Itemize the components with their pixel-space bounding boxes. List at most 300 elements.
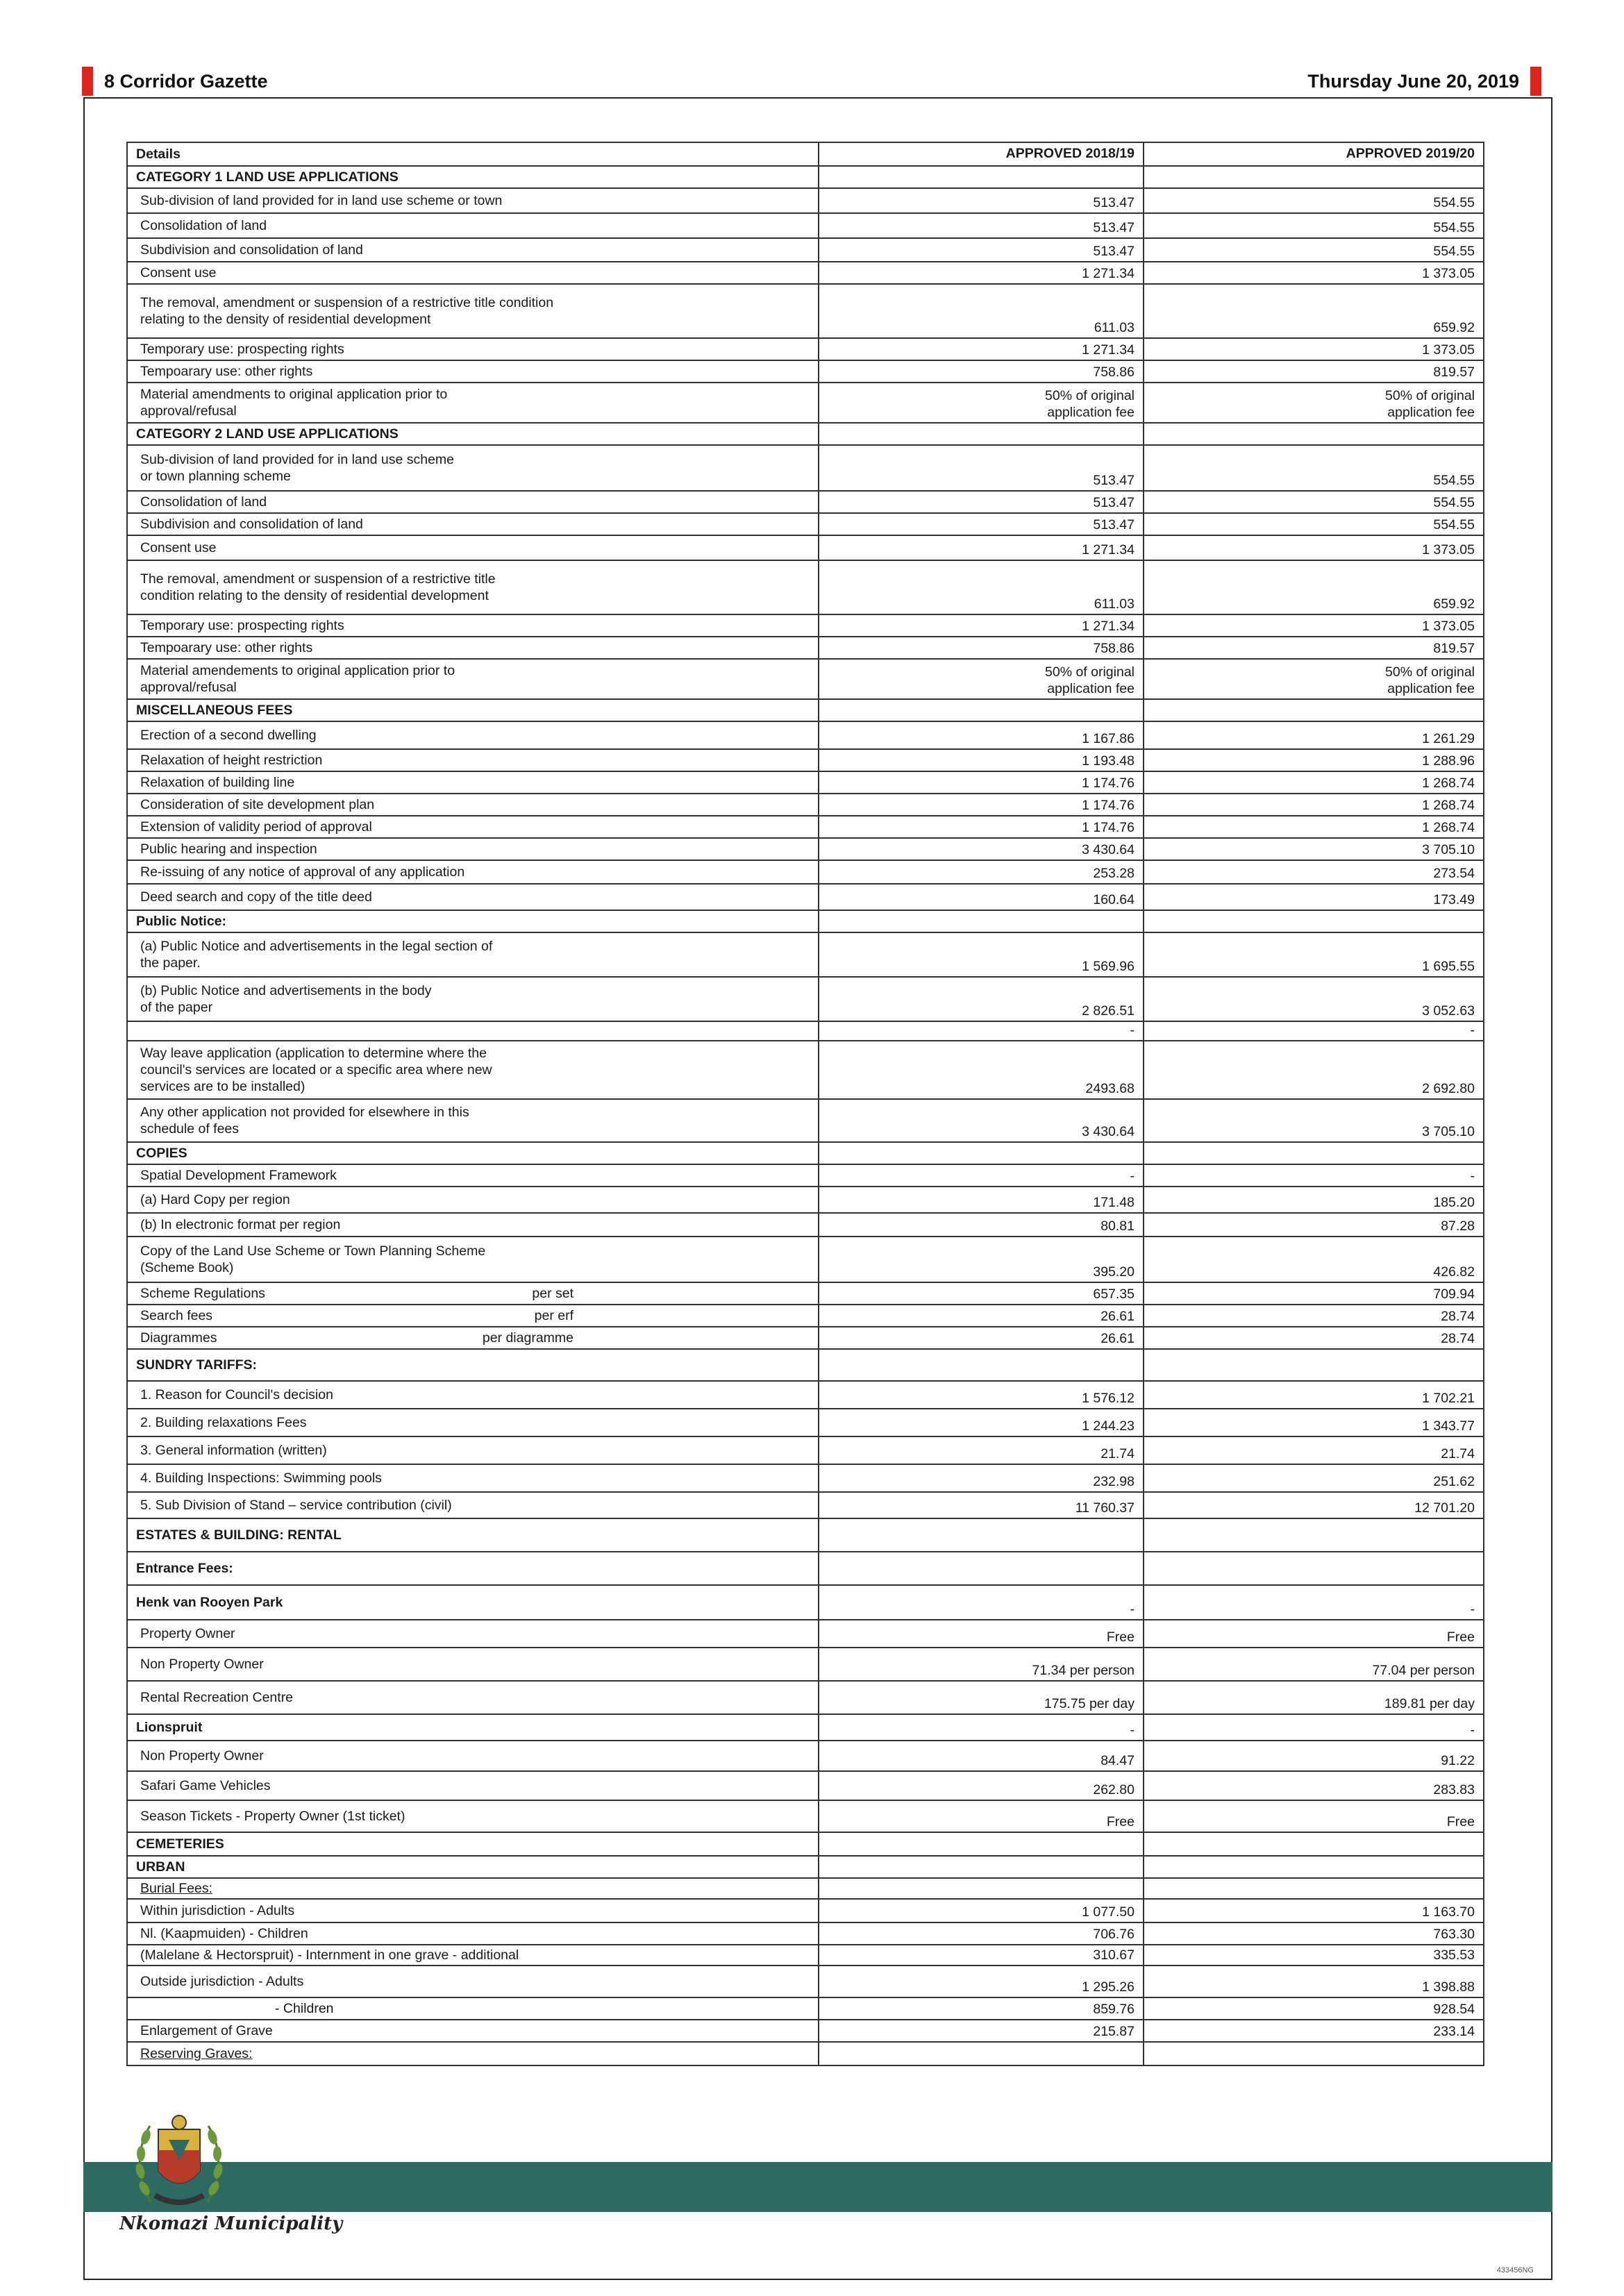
row-detail [127,749,819,771]
row-value-2018: 26.61 [819,1327,1144,1349]
table-row [127,977,1484,1021]
row-value-2018 [819,1878,1144,1899]
row-value-2018: 513.47 [819,213,1144,238]
table-row [127,1714,1484,1741]
row-label: Consideration of site development plan [140,797,375,812]
table-row [127,338,1484,360]
column-header-details: Details [127,142,819,166]
table-row [127,1997,1484,2020]
row-value-2018: 11 760.37 [819,1492,1144,1518]
table-row [127,2042,1484,2065]
column-header-2018: APPROVED 2018/19 [819,142,1144,166]
table-row [127,771,1484,794]
row-label: CATEGORY 1 LAND USE APPLICATIONS [136,169,399,185]
table-row [127,1464,1484,1492]
row-label: Tempoarary use: other rights [140,364,313,379]
row-label: (b) In electronic format per region [140,1217,341,1232]
table-row [127,1021,1484,1041]
table-row [127,614,1484,637]
row-detail [127,637,819,659]
row-label: Henk van Rooyen Park [136,1595,283,1610]
row-label: Safari Game Vehicles [140,1778,271,1793]
table-row [127,721,1484,749]
row-detail [127,445,819,491]
row-label: URBAN [136,1859,185,1875]
row-label: Search fees [140,1308,213,1323]
row-detail [127,1409,819,1436]
table-row [127,284,1484,338]
row-value-2019: 1 343.77 [1144,1409,1484,1436]
row-label: Sub-division of land provided for in land use scheme or town [140,193,503,208]
table-row [127,1492,1484,1518]
row-value-2018: 1 271.34 [819,535,1144,560]
row-label: Temporary use: prospecting rights [140,342,344,357]
row-label: 3. General information (written) [140,1443,327,1458]
table-row [127,1945,1484,1966]
accent-bar-left [82,67,93,96]
row-value-2019: 1 268.74 [1144,816,1484,838]
row-detail [127,1021,819,1041]
row-detail [127,1899,819,1922]
row-label: Enlargement of Grave [140,2023,273,2038]
row-value-2018: 71.34 per person [819,1648,1144,1681]
table-row [127,423,1484,445]
row-detail [127,838,819,860]
table-row [127,1856,1484,1878]
table-row [127,1552,1484,1585]
table-row [127,1164,1484,1187]
row-value-2019: 3 705.10 [1144,1099,1484,1142]
table-row [127,1213,1484,1237]
row-value-2019: Free [1144,1800,1484,1832]
row-value-2019: 426.82 [1144,1237,1484,1282]
row-label: (a) Hard Copy per region [140,1192,290,1207]
row-value-2018: 1 174.76 [819,816,1144,838]
row-value-2019: 928.54 [1144,1997,1484,2020]
row-value-2019: 554.55 [1144,491,1484,513]
row-value-2019: 335.53 [1144,1945,1484,1966]
row-label: Any other application not provided for elsewhere in this schedule of fees [140,1105,469,1137]
table-row [127,749,1484,771]
row-detail [127,614,819,637]
row-value-2018: - [819,1714,1144,1741]
table-row [127,535,1484,560]
row-detail [127,284,819,338]
table-row [127,1436,1484,1464]
row-label: Re-issuing of any notice of approval of any application [140,864,465,880]
row-value-2018: 758.86 [819,360,1144,383]
row-value-2018: 50% of original application fee [819,659,1144,699]
row-label: Way leave application (application to determine where the council's services are located or a specific area where new services are to be installed) [140,1046,492,1094]
publication-title: 8 Corridor Gazette [104,71,268,92]
row-value-2018: 310.67 [819,1945,1144,1966]
row-value-2019: 1 702.21 [1144,1381,1484,1409]
table-row [127,1041,1484,1099]
table-row [127,560,1484,614]
row-detail [127,1741,819,1771]
row-detail [127,1800,819,1832]
table-row [127,659,1484,699]
row-label: Relaxation of building line [140,775,295,790]
table-row [127,2020,1484,2042]
row-value-2018 [819,1552,1144,1585]
row-value-2019: 28.74 [1144,1305,1484,1327]
row-label: Scheme Regulations [140,1286,265,1301]
row-detail [127,166,819,188]
row-value-2019: 50% of original application fee [1144,383,1484,423]
row-value-2019: 554.55 [1144,238,1484,262]
table-row [127,513,1484,535]
publication-date: Thursday June 20, 2019 [1307,71,1519,92]
row-value-2019: 554.55 [1144,445,1484,491]
row-label: ESTATES & BUILDING: RENTAL [136,1527,342,1543]
row-detail [127,213,819,238]
row-value-2019: 1 373.05 [1144,614,1484,637]
row-detail [127,491,819,513]
row-value-2019: 251.62 [1144,1464,1484,1492]
row-value-2018: 513.47 [819,445,1144,491]
row-value-2019: 3 705.10 [1144,838,1484,860]
table-row [127,884,1484,910]
table-row [127,188,1484,213]
row-value-2018 [819,1856,1144,1878]
row-label: Rental Recreation Centre [140,1690,294,1705]
row-detail [127,2020,819,2042]
row-value-2019: Free [1144,1620,1484,1648]
row-value-2019 [1144,1856,1484,1878]
row-value-2019: 50% of original application fee [1144,659,1484,699]
table-row [127,1681,1484,1714]
row-detail [127,423,819,445]
row-label: Consent use [140,540,217,555]
row-detail [127,1142,819,1164]
row-detail [127,1945,819,1966]
row-label: Property Owner [140,1626,235,1641]
table-row [127,860,1484,884]
row-value-2019: 1 261.29 [1144,721,1484,749]
row-value-2019: 3 052.63 [1144,977,1484,1021]
row-detail [127,932,819,977]
municipality-name: Nkomazi Municipality [119,2213,343,2234]
row-value-2019: 554.55 [1144,513,1484,535]
row-value-2019: 819.57 [1144,360,1484,383]
row-label: Sub-division of land provided for in land use scheme or town planning scheme [140,452,455,484]
row-label: 1. Reason for Council's decision [140,1387,333,1402]
row-value-2019: 659.92 [1144,284,1484,338]
row-value-2018: 175.75 per day [819,1681,1144,1714]
table-row [127,1518,1484,1552]
row-value-2019 [1144,1518,1484,1552]
row-unit: per erf [534,1308,574,1323]
row-value-2019: 554.55 [1144,188,1484,213]
table-row [127,383,1484,423]
row-detail [127,794,819,816]
row-detail [127,1832,819,1856]
row-value-2019: 819.57 [1144,637,1484,659]
row-detail [127,1492,819,1518]
row-value-2018: Free [819,1800,1144,1832]
row-detail [127,977,819,1021]
table-header-row [127,142,1484,166]
row-detail [127,816,819,838]
row-value-2019: - [1144,1164,1484,1187]
row-value-2018: 3 430.64 [819,838,1144,860]
row-value-2018: 21.74 [819,1436,1144,1464]
row-value-2018: 1 174.76 [819,794,1144,816]
row-label: Public Notice: [136,914,227,929]
row-value-2019: 659.92 [1144,560,1484,614]
row-detail [127,535,819,560]
table-row [127,1099,1484,1142]
advert-code: 433456NG [1496,2266,1534,2274]
row-detail [127,1305,819,1327]
row-value-2019: 87.28 [1144,1213,1484,1237]
row-detail [127,1771,819,1800]
row-detail [127,2042,819,2065]
footer-band [83,2162,1552,2212]
table-row [127,238,1484,262]
row-label: Consent use [140,265,217,280]
table-row [127,794,1484,816]
row-label: Erection of a second dwelling [140,728,317,743]
row-label: Material amendements to original application prior to approval/refusal [140,663,455,695]
row-label: Subdivision and consolidation of land [140,517,363,532]
row-label: COPIES [136,1146,187,1161]
table-row [127,1620,1484,1648]
row-value-2019: 273.54 [1144,860,1484,884]
row-detail [127,1518,819,1552]
row-value-2019: 1 398.88 [1144,1966,1484,1997]
row-label: Spatial Development Framework [140,1168,337,1183]
row-value-2018: 1 576.12 [819,1381,1144,1409]
row-value-2019: 1 288.96 [1144,749,1484,771]
row-detail [127,1099,819,1142]
row-value-2018 [819,423,1144,445]
row-label: (Malelane & Hectorspruit) - Internment in one grave - additional [140,1947,519,1963]
row-label: Material amendments to original application prior to approval/refusal [140,387,448,419]
row-value-2019: 185.20 [1144,1187,1484,1213]
row-value-2018: 513.47 [819,188,1144,213]
row-value-2019: 1 268.74 [1144,771,1484,794]
table-row [127,1142,1484,1164]
row-detail [127,771,819,794]
table-row [127,932,1484,977]
municipal-crest-icon [131,2105,228,2216]
table-row [127,360,1484,383]
row-detail [127,1648,819,1681]
row-detail [127,721,819,749]
row-value-2019 [1144,166,1484,188]
row-value-2018: 1 193.48 [819,749,1144,771]
row-value-2018: 80.81 [819,1213,1144,1237]
row-detail [127,338,819,360]
row-label: Lionspruit [136,1720,203,1735]
row-label: The removal, amendment or suspension of a restrictive title condition relating to the density of residential development [140,571,496,603]
row-value-2018: 26.61 [819,1305,1144,1327]
row-value-2018: 84.47 [819,1741,1144,1771]
row-value-2018: 1 271.34 [819,338,1144,360]
table-row [127,1771,1484,1800]
row-detail [127,1856,819,1878]
row-value-2018: 1 244.23 [819,1409,1144,1436]
row-value-2019 [1144,1349,1484,1381]
row-detail [127,1381,819,1409]
row-value-2019 [1144,1142,1484,1164]
row-value-2018: 171.48 [819,1187,1144,1213]
row-value-2019: - [1144,1585,1484,1620]
row-value-2018: 1 271.34 [819,614,1144,637]
row-label: Burial Fees: [140,1881,213,1896]
row-value-2018 [819,1518,1144,1552]
row-detail [127,1282,819,1305]
row-value-2018: 513.47 [819,238,1144,262]
row-value-2018 [819,2042,1144,2065]
row-detail [127,1327,819,1349]
row-detail [127,1620,819,1648]
row-label: Outside jurisdiction - Adults [140,1974,304,1989]
row-detail [127,360,819,383]
row-value-2018 [819,1832,1144,1856]
row-label: 5. Sub Division of Stand – service contribution (civil) [140,1498,452,1513]
row-detail [127,1187,819,1213]
table-row [127,1922,1484,1945]
row-value-2019: 709.94 [1144,1282,1484,1305]
row-label: CEMETERIES [136,1836,224,1852]
row-label: Consolidation of land [140,218,267,233]
table-row [127,637,1484,659]
table-row [127,1381,1484,1409]
row-value-2019 [1144,1832,1484,1856]
row-value-2018 [819,166,1144,188]
page-header [82,67,1541,97]
row-unit: per set [532,1286,574,1301]
row-value-2019: 1 695.55 [1144,932,1484,977]
row-value-2018: 859.76 [819,1997,1144,2020]
table-row [127,1899,1484,1922]
row-value-2019: 1 373.05 [1144,338,1484,360]
row-detail [127,1436,819,1464]
row-value-2018: - [819,1164,1144,1187]
row-value-2019: 91.22 [1144,1741,1484,1771]
row-value-2018: 611.03 [819,560,1144,614]
table-row [127,1878,1484,1899]
row-label: Subdivision and consolidation of land [140,242,363,258]
row-detail [127,1714,819,1741]
row-value-2019 [1144,1552,1484,1585]
row-value-2018: 1 077.50 [819,1899,1144,1922]
row-value-2018 [819,1142,1144,1164]
table-row [127,1966,1484,1997]
row-label: (b) Public Notice and advertisements in the body of the paper [140,983,432,1015]
row-value-2019 [1144,1878,1484,1899]
row-value-2019: 1 373.05 [1144,262,1484,284]
row-value-2018: 758.86 [819,637,1144,659]
row-detail [127,1922,819,1945]
row-label: Non Property Owner [140,1657,264,1672]
table-row [127,1327,1484,1349]
table-row [127,445,1484,491]
row-detail [127,513,819,535]
table-row [127,1409,1484,1436]
row-label: CATEGORY 2 LAND USE APPLICATIONS [136,426,399,442]
table-row [127,213,1484,238]
row-value-2018: 1 174.76 [819,771,1144,794]
table-row [127,1187,1484,1213]
row-value-2018: - [819,1021,1144,1041]
row-detail [127,860,819,884]
row-value-2018: 215.87 [819,2020,1144,2042]
row-label: SUNDRY TARIFFS: [136,1357,258,1373]
row-value-2018: 657.35 [819,1282,1144,1305]
row-value-2018: 1 167.86 [819,721,1144,749]
row-value-2018 [819,699,1144,721]
row-value-2019: 233.14 [1144,2020,1484,2042]
row-label: Extension of validity period of approval [140,819,372,835]
row-value-2018: - [819,1585,1144,1620]
row-value-2018: 513.47 [819,513,1144,535]
row-value-2018: 395.20 [819,1237,1144,1282]
row-label: Season Tickets - Property Owner (1st ticket) [140,1809,405,1824]
row-label: MISCELLANEOUS FEES [136,703,293,718]
row-value-2019: 283.83 [1144,1771,1484,1800]
row-label: 4. Building Inspections: Swimming pools [140,1470,382,1486]
row-value-2019: 173.49 [1144,884,1484,910]
row-value-2018: 3 430.64 [819,1099,1144,1142]
row-detail [127,1681,819,1714]
table-row [127,1832,1484,1856]
table-row [127,1305,1484,1327]
row-label: Relaxation of height restriction [140,753,323,768]
row-detail [127,1041,819,1099]
row-label: Temporary use: prospecting rights [140,618,344,633]
row-value-2019 [1144,910,1484,932]
row-label: - Children [275,2001,334,2016]
table-row [127,491,1484,513]
row-value-2018: 253.28 [819,860,1144,884]
table-row [127,166,1484,188]
row-value-2018: 611.03 [819,284,1144,338]
table-row [127,1800,1484,1832]
row-detail [127,1878,819,1899]
row-value-2019 [1144,423,1484,445]
row-value-2018: 160.64 [819,884,1144,910]
row-value-2019: 1 268.74 [1144,794,1484,816]
row-value-2018: 262.80 [819,1771,1144,1800]
row-detail [127,383,819,423]
row-value-2019: 77.04 per person [1144,1648,1484,1681]
row-label: (a) Public Notice and advertisements in the legal section of the paper. [140,939,493,971]
row-detail [127,1966,819,1997]
row-label: Entrance Fees: [136,1561,233,1576]
row-label: Diagrammes [140,1330,217,1346]
table-row [127,262,1484,284]
row-label: Copy of the Land Use Scheme or Town Planning Scheme (Scheme Book) [140,1243,486,1275]
table-row [127,838,1484,860]
row-detail [127,884,819,910]
row-value-2019: 28.74 [1144,1327,1484,1349]
row-value-2019 [1144,2042,1484,2065]
row-value-2018 [819,910,1144,932]
table-row [127,1282,1484,1305]
row-detail [127,1552,819,1585]
row-detail [127,910,819,932]
row-value-2019: 12 701.20 [1144,1492,1484,1518]
accent-bar-right [1530,67,1541,96]
row-detail [127,1349,819,1381]
table-row [127,699,1484,721]
row-label: Public hearing and inspection [140,841,317,857]
row-value-2018: 1 295.26 [819,1966,1144,1997]
